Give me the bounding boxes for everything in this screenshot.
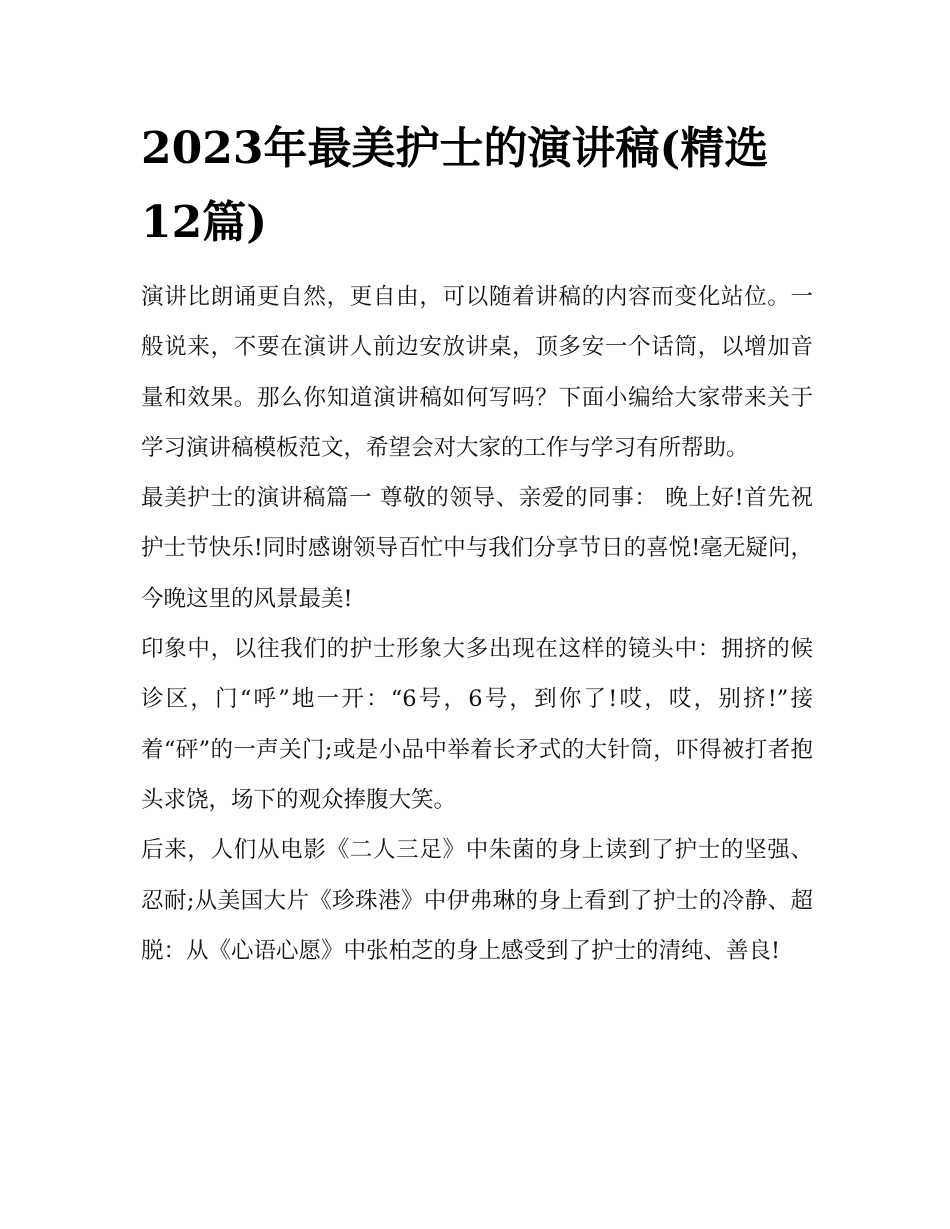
paragraph-nurse-impression: 印象中，以往我们的护士形象大多出现在这样的镜头中：拥挤的候诊区，门“呼”地一开：“6号，6号，到你了!哎，哎，别挤!”接着“砰”的一声关门;或是小品中举着长矛式的大针筒，吓得被打者抱头求饶，场下的观众捧腹大笑。 [141,636,813,813]
document-title: 2023年最美护士的演讲稿(精选12篇) [141,123,769,248]
paragraph-nurse-films: 后来，人们从电影《二人三足》中朱菌的身上读到了护士的坚强、忍耐;从美国大片《珍珠港》中伊弗琳的身上看到了护士的冷静、超脱：从《心语心愿》中张柏芝的身上感受到了护士的清纯、善良! [141,837,813,964]
paragraph-intro: 演讲比朗诵更自然，更自由，可以随着讲稿的内容而变化站位。一般说来，不要在演讲人前边安放讲桌，顶多安一个话筒，以增加音量和效果。那么你知道演讲稿如何写吗？下面小编给大家带来关于学习演讲稿模板范文，希望会对大家的工作与学习有所帮助。 [141,284,813,461]
document-body [141,112,813,976]
paragraph-speech-one-opening: 最美护士的演讲稿篇一 尊敬的领导、亲爱的同事： 晚上好!首先祝护士节快乐!同时感谢领导百忙中与我们分享节日的喜悦!毫无疑问，今晚这里的风景最美! [141,485,813,612]
